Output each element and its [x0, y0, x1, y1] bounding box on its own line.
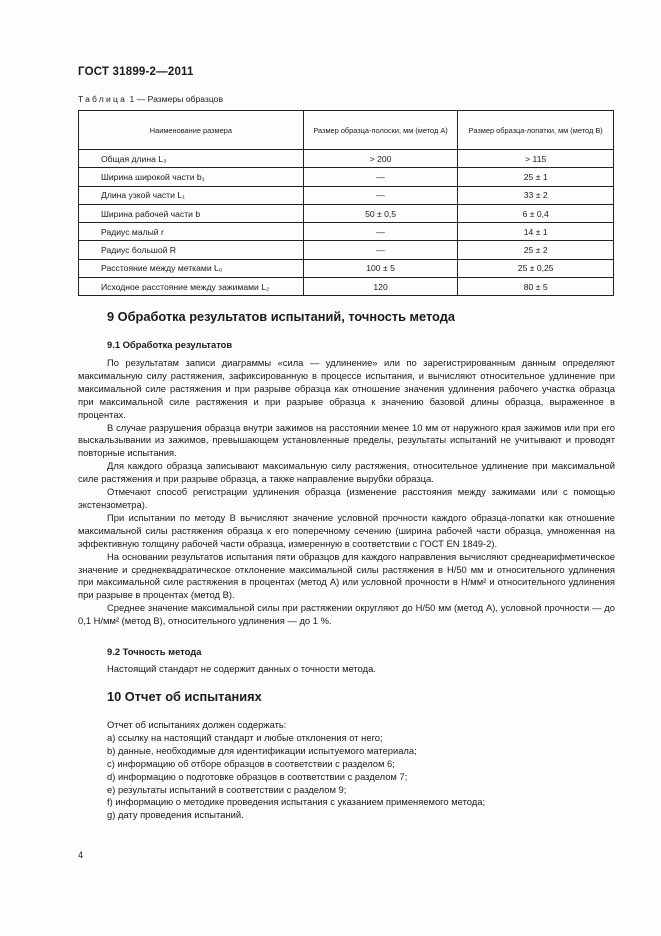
- table-cell-name: Радиус малый r: [79, 223, 304, 241]
- list-item: f) информацию о методике проведения испытания с указанием применяемого метода;: [107, 796, 486, 808]
- table-cell-b: 14 ± 1: [458, 223, 614, 241]
- table-cell-a: —: [303, 168, 458, 186]
- table-caption: [78, 94, 223, 104]
- table-caption-word: Таблица: [78, 94, 128, 104]
- section-10-title: 10 Отчет об испытаниях: [107, 689, 262, 704]
- table-cell-b: 80 ± 5: [458, 278, 614, 296]
- subsection-9-1-title: 9.1 Обработка результатов: [107, 339, 233, 350]
- table-cell-b: 25 ± 0,25: [458, 259, 614, 277]
- table-cell-name: Ширина широкой части b₁: [79, 168, 304, 186]
- table-row: [79, 241, 614, 259]
- table-row: [79, 204, 614, 222]
- subsection-9-1-body: [78, 357, 615, 628]
- paragraph: Настоящий стандарт не содержит данных о точности метода.: [107, 663, 376, 674]
- table-caption-text: 1 — Размеры образцов: [129, 94, 224, 104]
- document-header: ГОСТ 31899-2—2011: [78, 66, 194, 78]
- table-row: [79, 259, 614, 277]
- table-row: [79, 223, 614, 241]
- section-9-title: 9 Обработка результатов испытаний, точность метода: [107, 309, 455, 324]
- table-cell-b: 25 ± 2: [458, 241, 614, 259]
- paragraph: На основании результатов испытания пяти образцов для каждого направления вычисляют среднеарифметическое значение и среднеквадратическое отклонение максимальной силы растяжения в Н/50 мм и относительного удлинения при максимальной силе растяжения в процентах (метод А) или условной прочности в Н/мм² и относительного удлинения при разрыве в процентах (метод В).: [78, 550, 615, 601]
- table-cell-name: Расстояние между метками L₀: [79, 259, 304, 277]
- subsection-9-2-body: [78, 663, 615, 676]
- table-cell-a: 50 ± 0,5: [303, 204, 458, 222]
- list-item: e) результаты испытаний в соответствии с разделом 9;: [107, 783, 347, 795]
- paragraph: Отмечают способ регистрации удлинения образца (изменение расстояния между зажимами или с помощью экстензометра).: [78, 486, 615, 510]
- table-cell-a: —: [303, 186, 458, 204]
- list-item: b) данные, необходимые для идентификации испытуемого материала;: [107, 744, 417, 756]
- paragraph: При испытании по методу В вычисляют значение условной прочности каждого образца-лопатки как отношение максимальной силы растяжения образца к его поперечному сечению (ширина рабочей части образца, умноженная на эффективную толщину рабочей части образца, измеренную в соответствии с ГОСТ EN 1849-2).: [78, 511, 615, 549]
- table-cell-b: 25 ± 1: [458, 168, 614, 186]
- section-10-body: [78, 719, 615, 822]
- table-cell-a: —: [303, 223, 458, 241]
- list-item: d) информацию о подготовке образцов в соответствии с разделом 7;: [107, 770, 408, 782]
- page-number: 4: [78, 850, 84, 860]
- paragraph: Среднее значение максимальной силы при растяжении округляют до Н/50 мм (метод А), условной прочности — до 0,1 Н/мм² (метод В), относительного удлинения — до 1 %.: [78, 602, 615, 627]
- table-row: [79, 278, 614, 296]
- table-cell-b: 33 ± 2: [458, 186, 614, 204]
- paragraph: Для каждого образца записывают максимальную силу растяжения, относительное удлинение при максимальной силе растяжения и при разрыве образца, а также направление вырубки образца.: [78, 460, 615, 485]
- table-header-name: Наименование размера: [79, 111, 304, 150]
- table-cell-name: Ширина рабочей части b: [79, 204, 304, 222]
- table-cell-name: Общая длина L₃: [79, 150, 304, 168]
- table-header-method-a: Размер образца-полоски, мм (метод А): [303, 111, 458, 150]
- table-header-method-b: Размер образца-лопатки, мм (метод В): [458, 111, 614, 150]
- table-cell-name: Радиус большой R: [79, 241, 304, 259]
- report-contents-list: [78, 732, 615, 822]
- table-cell-a: > 200: [303, 150, 458, 168]
- paragraph: В случае разрушения образца внутри зажимов на расстоянии менее 10 мм от наружного края зажимов или при его выскальзывании из зажимов, превышающем установленные пределы, результаты испытаний не учитывают и проводят повторные испытания.: [78, 421, 615, 459]
- list-item: c) информацию об отборе образцов в соответствии с разделом 6;: [107, 757, 395, 769]
- paragraph: Отчет об испытаниях должен содержать:: [107, 719, 287, 730]
- list-item: g) дату проведения испытаний.: [107, 809, 244, 821]
- table-row: [79, 186, 614, 204]
- sizes-table: [78, 110, 614, 296]
- paragraph: По результатам записи диаграммы «сила — удлинение» или по зарегистрированным данным определяют максимальную силу растяжения, зафиксированную в процессе испытания, и вычисляют относительное удлинение при максимальной силе растяжения и при разрыве образца как отношение значения удлинения рабочего участка образца при максимальной силе растяжения и при разрыве образца к значению базовой длины образца, выраженное в процентах.: [78, 357, 615, 420]
- table-header-row: [79, 111, 614, 150]
- table-row: [79, 168, 614, 186]
- table-row: [79, 150, 614, 168]
- list-item: a) ссылку на настоящий стандарт и любые отклонения от него;: [107, 731, 383, 743]
- table-cell-b: > 115: [458, 150, 614, 168]
- table-cell-name: Длина узкой части L₁: [79, 186, 304, 204]
- table-cell-a: 100 ± 5: [303, 259, 458, 277]
- table-cell-name: Исходное расстояние между зажимами L₂: [79, 278, 304, 296]
- table-cell-b: 6 ± 0,4: [458, 204, 614, 222]
- table-cell-a: —: [303, 241, 458, 259]
- subsection-9-2-title: 9.2 Точность метода: [107, 646, 202, 657]
- table-cell-a: 120: [303, 278, 458, 296]
